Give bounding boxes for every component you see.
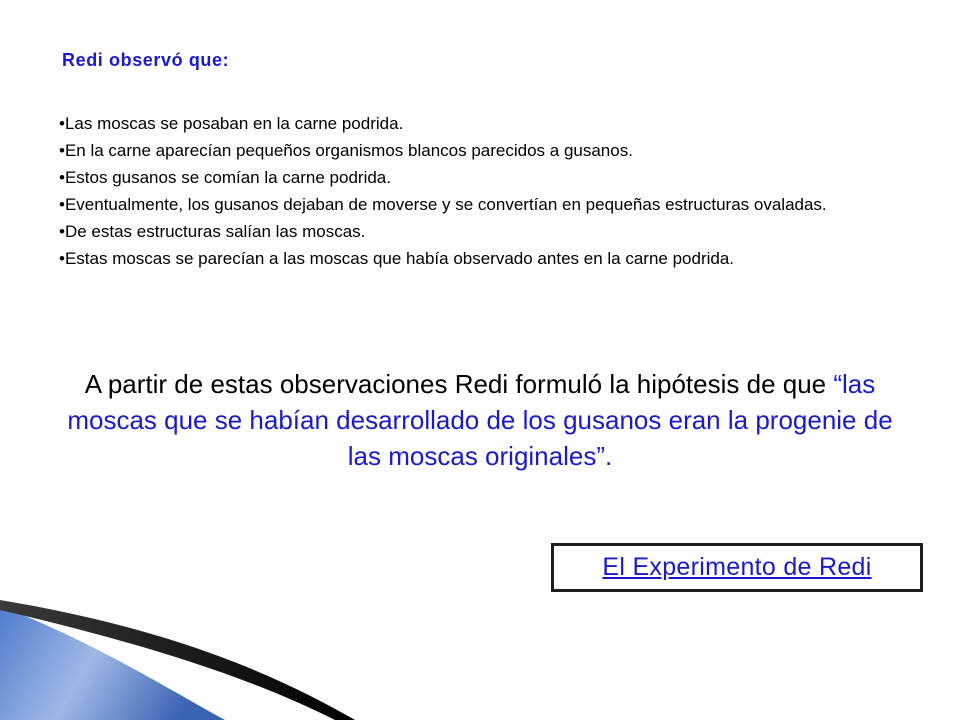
dark-swoosh-shape <box>0 600 355 720</box>
experiment-link[interactable]: El Experimento de Redi <box>602 553 872 581</box>
list-item: • En la carne aparecían pequeños organismos blancos parecidos a gusanos. <box>59 137 904 164</box>
list-item: • Estas moscas se parecían a las moscas que había observado antes en la carne podrida. <box>59 245 904 272</box>
slide-heading: Redi observó que: <box>62 50 230 70</box>
list-item: • Las moscas se posaban en la carne podrida. <box>59 110 904 137</box>
observation-list <box>59 110 904 272</box>
hypothesis-quote: “las moscas que se habían desarrollado de los gusanos eran la progenie de las moscas originales”. <box>67 369 893 471</box>
blue-swoosh-shape <box>0 606 225 720</box>
hypothesis-text <box>60 366 900 474</box>
list-item: • Eventualmente, los gusanos dejaban de moverse y se convertían en pequeñas estructuras ovaladas. <box>59 191 904 218</box>
experiment-link-box[interactable] <box>551 543 923 592</box>
list-item: • Estos gusanos se comían la carne podrida. <box>59 164 904 191</box>
hypothesis-intro: A partir de estas observaciones Redi formuló la hipótesis de que <box>84 369 834 399</box>
list-item: • De estas estructuras salían las moscas. <box>59 218 904 245</box>
